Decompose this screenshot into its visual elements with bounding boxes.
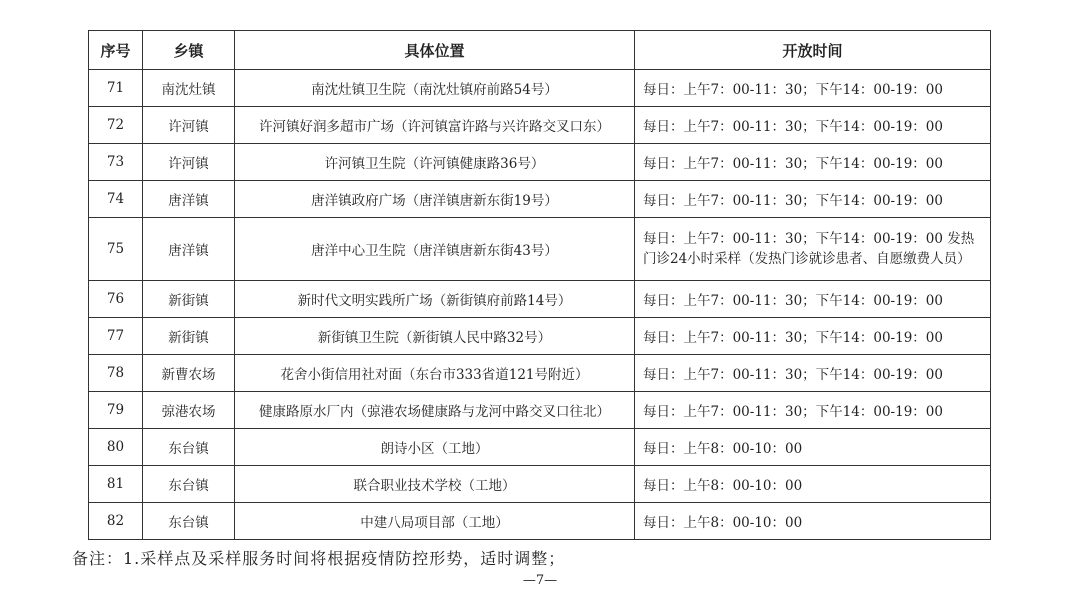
sampling-sites-table [88,30,991,540]
table-row [89,181,991,218]
cell-location: 唐洋中心卫生院（唐洋镇唐新东街43号） [235,218,635,281]
cell-no: 75 [89,218,143,281]
cell-no: 82 [89,503,143,540]
table-row [89,70,991,107]
cell-hours: 每日：上午7：00-11：30；下午14：00-19：00 [635,392,991,429]
cell-location: 新时代文明实践所广场（新街镇府前路14号） [235,281,635,318]
header-no: 序号 [89,31,143,70]
page-number: —7— [522,573,558,588]
cell-hours: 每日：上午7：00-11：30；下午14：00-19：00 [635,144,991,181]
cell-location: 中建八局项目部（工地） [235,503,635,540]
cell-hours: 每日：上午7：00-11：30；下午14：00-19：00 发热门诊24小时采样（发热门诊就诊患者、自愿缴费人员） [635,218,991,281]
cell-hours: 每日：上午7：00-11：30；下午14：00-19：00 [635,181,991,218]
cell-town: 新曹农场 [143,355,235,392]
cell-town: 许河镇 [143,107,235,144]
cell-hours: 每日：上午7：00-11：30；下午14：00-19：00 [635,107,991,144]
cell-hours: 每日：上午7：00-11：30；下午14：00-19：00 [635,70,991,107]
table-row [89,144,991,181]
cell-no: 77 [89,318,143,355]
cell-town: 东台镇 [143,503,235,540]
cell-location: 南沈灶镇卫生院（南沈灶镇府前路54号） [235,70,635,107]
cell-hours: 每日：上午7：00-11：30；下午14：00-19：00 [635,355,991,392]
cell-town: 唐洋镇 [143,181,235,218]
cell-location: 新街镇卫生院（新街镇人民中路32号） [235,318,635,355]
table-row [89,281,991,318]
table-row [89,503,991,540]
cell-town: 东台镇 [143,466,235,503]
cell-no: 74 [89,181,143,218]
table-row [89,355,991,392]
table-row [89,107,991,144]
cell-town: 新街镇 [143,281,235,318]
cell-no: 76 [89,281,143,318]
cell-town: 许河镇 [143,144,235,181]
cell-hours: 每日：上午7：00-11：30；下午14：00-19：00 [635,281,991,318]
table-row [89,218,991,281]
header-location: 具体位置 [235,31,635,70]
cell-hours: 每日：上午8：00-10：00 [635,466,991,503]
cell-town: 南沈灶镇 [143,70,235,107]
cell-town: 新街镇 [143,318,235,355]
cell-no: 81 [89,466,143,503]
table-row [89,318,991,355]
cell-hours: 每日：上午7：00-11：30；下午14：00-19：00 [635,318,991,355]
cell-location: 健康路原水厂内（弶港农场健康路与龙河中路交叉口往北） [235,392,635,429]
cell-town: 弶港农场 [143,392,235,429]
cell-hours: 每日：上午8：00-10：00 [635,429,991,466]
table-row [89,429,991,466]
table-header-row [89,31,991,70]
cell-no: 79 [89,392,143,429]
header-hours: 开放时间 [635,31,991,70]
cell-hours: 每日：上午8：00-10：00 [635,503,991,540]
cell-location: 许河镇卫生院（许河镇健康路36号） [235,144,635,181]
cell-location: 花舍小街信用社对面（东台市333省道121号附近） [235,355,635,392]
table-row [89,466,991,503]
cell-location: 许河镇好润多超市广场（许河镇富许路与兴许路交叉口东） [235,107,635,144]
cell-location: 朗诗小区（工地） [235,429,635,466]
table-row [89,392,991,429]
cell-no: 72 [89,107,143,144]
cell-no: 80 [89,429,143,466]
header-town: 乡镇 [143,31,235,70]
table-body [89,70,991,540]
cell-town: 东台镇 [143,429,235,466]
cell-town: 唐洋镇 [143,218,235,281]
cell-no: 73 [89,144,143,181]
cell-location: 联合职业技术学校（工地） [235,466,635,503]
remark-note: 备注：1.采样点及采样服务时间将根据疫情防控形势，适时调整； [72,549,566,568]
cell-no: 78 [89,355,143,392]
cell-location: 唐洋镇政府广场（唐洋镇唐新东街19号） [235,181,635,218]
cell-no: 71 [89,70,143,107]
